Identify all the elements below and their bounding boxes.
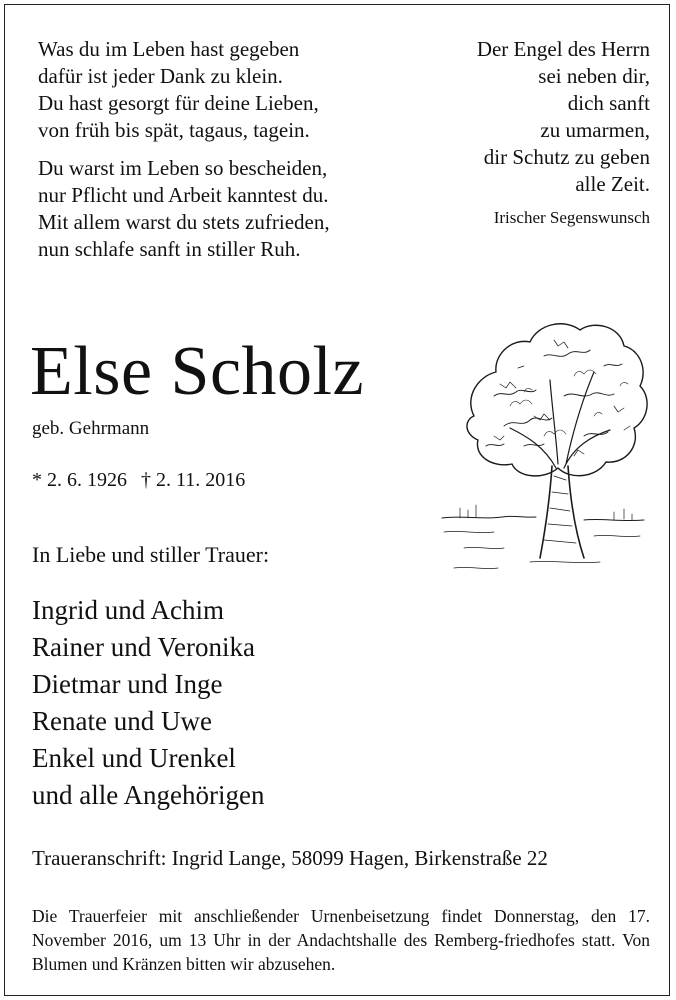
poem-line: alle Zeit.: [575, 172, 650, 196]
poem-left: [38, 36, 330, 263]
poem-stanza-1: [38, 36, 330, 144]
poem-line: dich sanft: [567, 91, 650, 115]
family-list: [32, 592, 264, 814]
mourning-intro: In Liebe und stiller Trauer:: [32, 542, 270, 567]
poem-line: von früh bis spät, tagaus, tagein.: [38, 118, 310, 142]
maiden-name: geb. Gehrmann: [32, 418, 150, 439]
poem-line: Mit allem warst du stets zufrieden,: [38, 210, 330, 234]
mourning-address: Traueranschrift: Ingrid Lange, 58099 Hagen, Birkenstraße 22: [32, 846, 548, 870]
poem-line: Was du im Leben hast gegeben: [38, 37, 300, 61]
poem-line: Du hast gesorgt für deine Lieben,: [38, 91, 319, 115]
birth-date: * 2. 6. 1926: [32, 469, 127, 491]
poem-line: nun schlafe sanft in stiller Ruh.: [38, 237, 301, 261]
family-member: Ingrid und Achim: [32, 595, 224, 625]
family-member: Enkel und Urenkel: [32, 743, 236, 773]
tree-illustration-icon: [434, 296, 654, 582]
family-member: Renate und Uwe: [32, 706, 212, 736]
death-date: † 2. 11. 2016: [141, 469, 246, 491]
life-dates: [32, 469, 245, 492]
poem-line: Der Engel des Herrn: [476, 37, 650, 61]
poem-attribution: Irischer Segenswunsch: [493, 208, 650, 227]
deceased-name: Else Scholz: [30, 333, 365, 410]
poem-line: nur Pflicht und Arbeit kanntest du.: [38, 183, 329, 207]
poem-line: dir Schutz zu geben: [483, 145, 650, 169]
family-member: Dietmar und Inge: [32, 669, 223, 699]
blessing-poem: [477, 36, 650, 228]
poem-line: sei neben dir,: [538, 64, 650, 88]
family-member: und alle Angehörigen: [32, 780, 265, 810]
poem-stanza-2: [38, 155, 330, 263]
poem-line: dafür ist jeder Dank zu klein.: [38, 64, 283, 88]
service-details: Die Trauerfeier mit anschließender Urnenbeisetzung findet Donnerstag, den 17. November 2016, um 13 Uhr in der Andachtshalle des Remberg-friedhofes statt. Von Blumen und Kränzen bitten wir abzusehen.: [32, 906, 650, 974]
poem-line: zu umarmen,: [540, 118, 650, 142]
family-member: Rainer und Veronika: [32, 632, 255, 662]
poem-line: Du warst im Leben so bescheiden,: [38, 156, 328, 180]
